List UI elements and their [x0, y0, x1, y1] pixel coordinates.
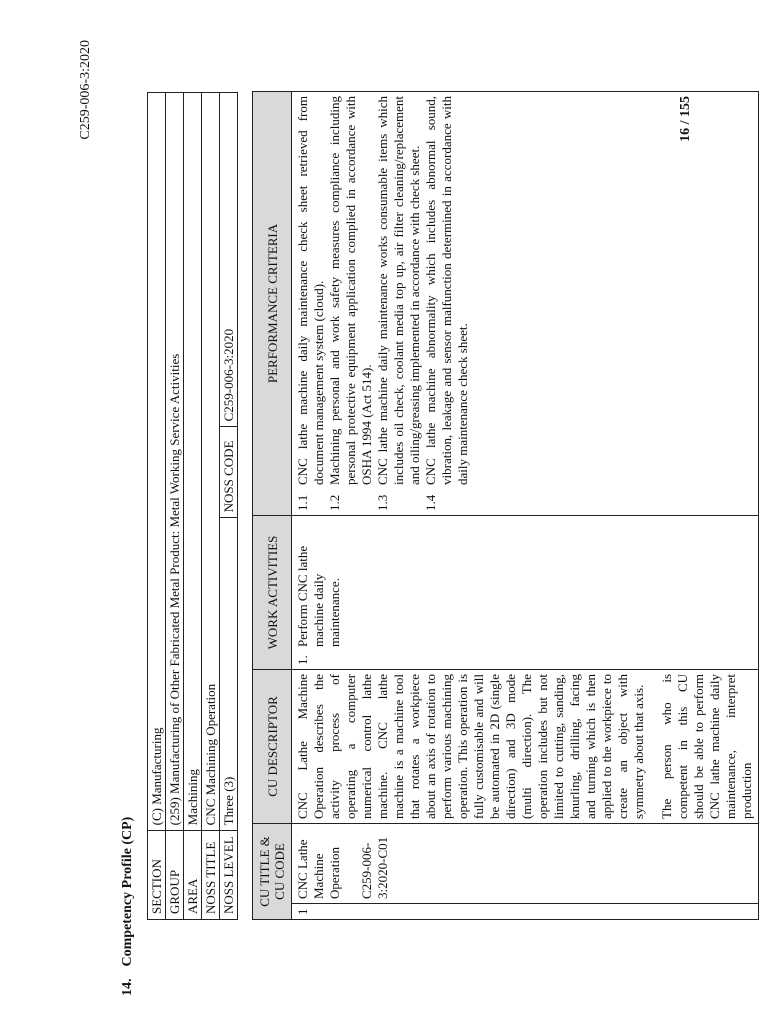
criteria-number: 1.1	[295, 494, 310, 511]
criteria-number: 1.4	[423, 494, 438, 511]
cu-title-cell	[292, 823, 759, 903]
heading-number: 14.	[120, 978, 135, 996]
header-row	[253, 91, 292, 919]
row-index: 1	[292, 904, 759, 920]
cu-title: CNC Lathe Machine Operation	[295, 839, 342, 899]
noss-info-table	[147, 92, 238, 920]
heading-title: Competency Profile (CP)	[120, 816, 135, 967]
criteria-item	[327, 96, 375, 511]
work-activity-text: Perform CNC lathe machine daily maintenance.	[295, 545, 342, 647]
work-activity-number: 1.	[295, 655, 310, 665]
info-key: GROUP	[166, 831, 184, 920]
work-activities-cell	[292, 515, 759, 669]
header-work-activities: WORK ACTIVITIES	[253, 515, 292, 669]
info-value: (C) Manufacturing	[148, 93, 166, 831]
info-value: CNC Machining Operation	[202, 93, 220, 831]
page-number: 16 / 155	[678, 96, 693, 142]
criteria-number: 1.3	[375, 494, 390, 511]
info-row-noss-title	[202, 93, 220, 920]
work-activity-item	[295, 520, 343, 665]
cu-code: C259-006-3:2020-C01	[359, 836, 390, 899]
info-value: (259) Manufacturing of Other Fabricated Metal Product: Metal Working Service Activities	[166, 93, 184, 831]
header-cu-descriptor: CU DESCRIPTOR	[253, 669, 292, 823]
document-code: C259-006-3:2020	[78, 40, 93, 140]
criteria-text: CNC lathe machine daily maintenance works consumable items which includes oil check, coolant media top up, air filter cleaning/replacement and oiling/greasing implemented in accordance with check sheet.	[375, 95, 422, 485]
info-key: NOSS LEVEL	[220, 831, 238, 920]
performance-criteria-cell	[292, 91, 759, 515]
info-key: SECTION	[148, 831, 166, 920]
noss-code-label: NOSS CODE	[220, 427, 238, 518]
info-row-group	[166, 93, 184, 920]
cu-descriptor-cell	[292, 669, 759, 823]
info-row-area	[184, 93, 202, 920]
descriptor-paragraph: The person who is competent in this CU should be able to perform CNC lathe machine daily maintenance, interpret production	[659, 673, 754, 819]
info-value: Machining	[184, 93, 202, 831]
criteria-text: CNC lathe machine daily maintenance check sheet retrieved from document management system (cloud).	[295, 95, 326, 485]
section-heading	[120, 817, 136, 996]
info-value: Three (3)	[220, 518, 238, 831]
criteria-text: Machining personal and work safety measures compliance including personal protective equipment application complied in accordance with OSHA 1994 (Act 514).	[327, 95, 374, 485]
criteria-item	[423, 96, 471, 511]
header-cu-title: CU TITLE & CU CODE	[253, 823, 292, 919]
table-row	[292, 91, 759, 919]
criteria-item	[375, 96, 423, 511]
info-key: AREA	[184, 831, 202, 920]
criteria-item	[295, 96, 327, 511]
info-key: NOSS TITLE	[202, 831, 220, 920]
info-row-section	[148, 93, 166, 920]
criteria-text: CNC lathe machine abnormality which includes abnormal sound, vibration, leakage and sensor malfunction determined in accordance with daily maintenance check sheet.	[423, 95, 470, 485]
noss-code-value: C259-006-3:2020	[220, 93, 238, 427]
competency-profile-table	[252, 91, 759, 920]
info-row-noss-level	[220, 93, 238, 920]
criteria-number: 1.2	[327, 494, 342, 511]
descriptor-paragraph: CNC Lathe Machine Operation describes the activity process of operating a computer numerical control lathe machine. CNC lathe machine is a machine tool that rotates a workpiece about an axis of rotation to perform various machining operation. This operation is fully customisable and will be automated in 2D (single direction) and 3D mode (multi direction). The operation includes but not limited to cutting, sanding, knurling, drilling, facing and turning which is then applied to the workpiece to create an object with symmetry about that axis.	[295, 673, 646, 819]
header-performance-criteria: PERFORMANCE CRITERIA	[253, 91, 292, 515]
